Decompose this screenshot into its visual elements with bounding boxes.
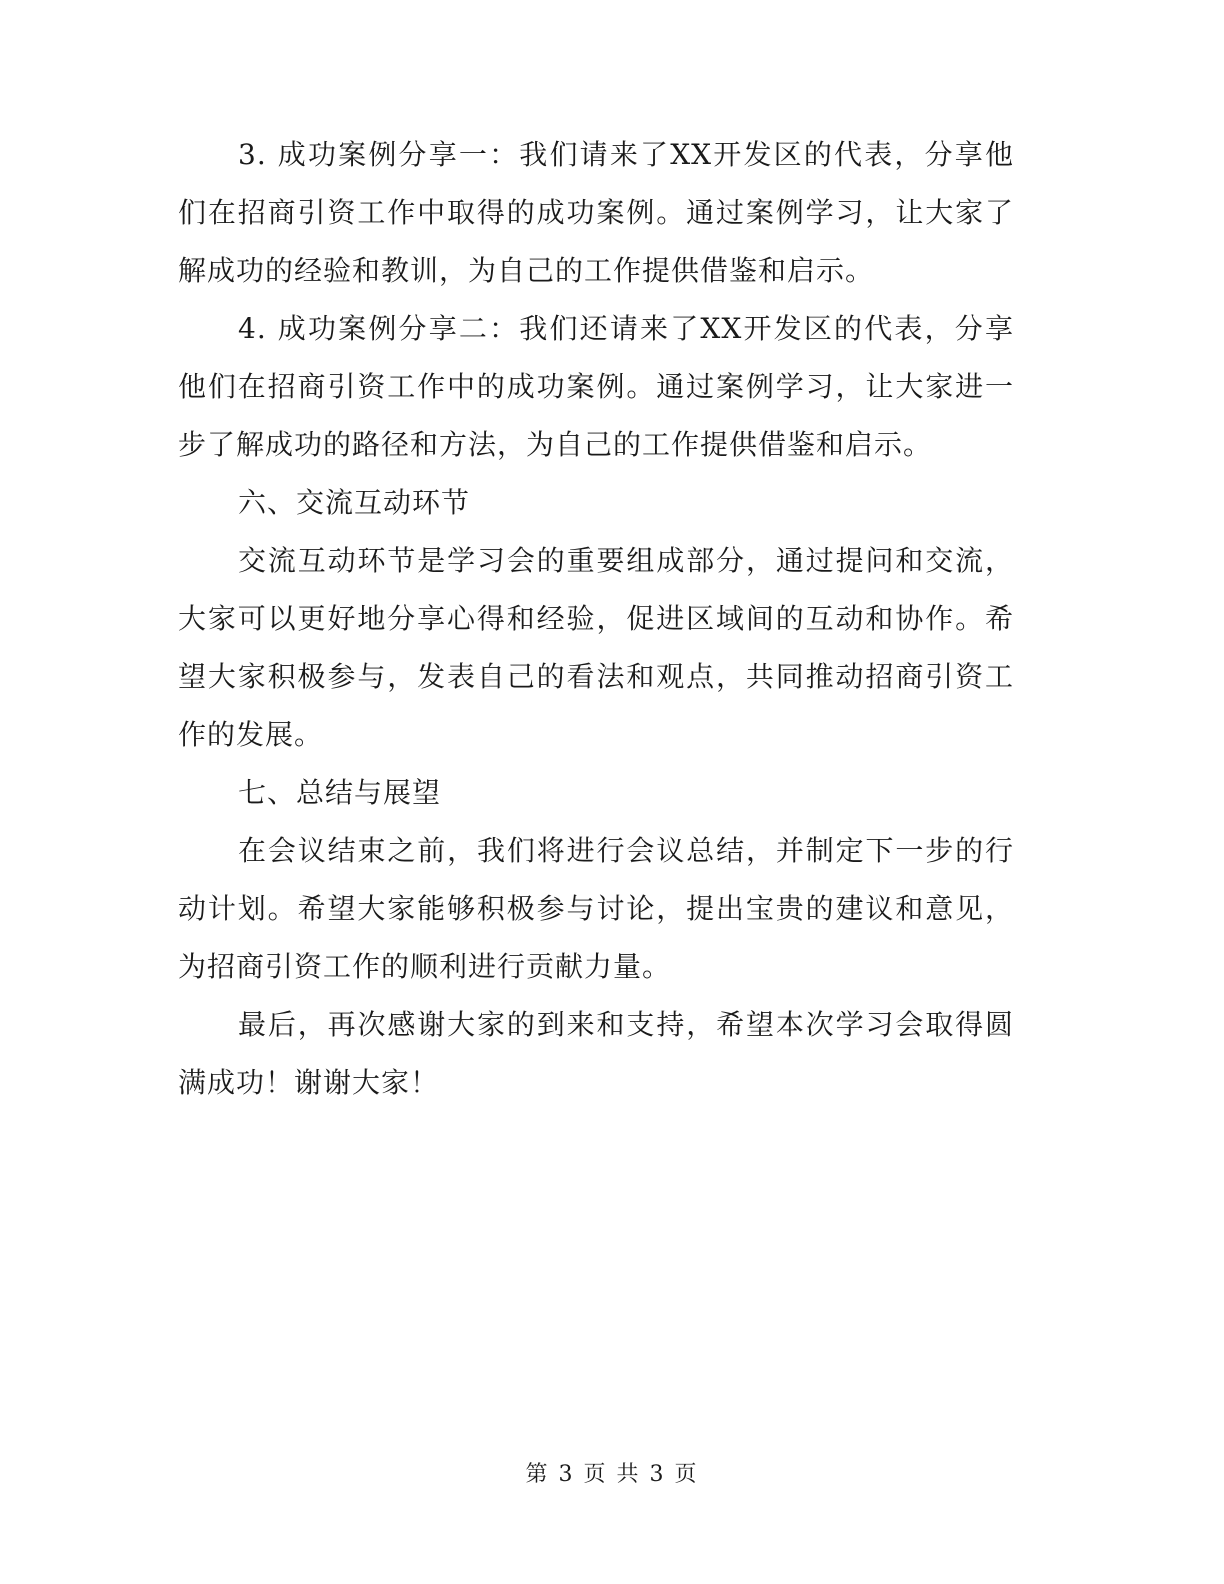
paragraph-interaction: 交流互动环节是学习会的重要组成部分，通过提问和交流，大家可以更好地分享心得和经验，促进区域间的互动和协作。希望大家积极参与，发表自己的看法和观点，共同推动招商引资工作的发展。 [178,544,1014,751]
document-body [178,126,1014,1112]
page-number-footer: 第 3 页 共 3 页 [525,1462,699,1487]
paragraph-case-study-one: 3. 成功案例分享一：我们请来了XX开发区的代表，分享他们在招商引资工作中取得的成功案例。通过案例学习，让大家了解成功的经验和教训，为自己的工作提供借鉴和启示。 [178,138,1014,287]
section-heading-summary: 七、总结与展望 [238,776,442,809]
paragraph-summary: 在会议结束之前，我们将进行会议总结，并制定下一步的行动计划。希望大家能够积极参与讨论，提出宝贵的建议和意见，为招商引资工作的顺利进行贡献力量。 [178,834,1014,983]
paragraph-closing: 最后，再次感谢大家的到来和支持，希望本次学习会取得圆满成功！谢谢大家！ [178,1008,1014,1099]
paragraph-case-study-two: 4. 成功案例分享二：我们还请来了XX开发区的代表，分享他们在招商引资工作中的成功案例。通过案例学习，让大家进一步了解成功的路径和方法，为自己的工作提供借鉴和启示。 [178,312,1014,461]
section-heading-interaction: 六、交流互动环节 [238,486,471,519]
